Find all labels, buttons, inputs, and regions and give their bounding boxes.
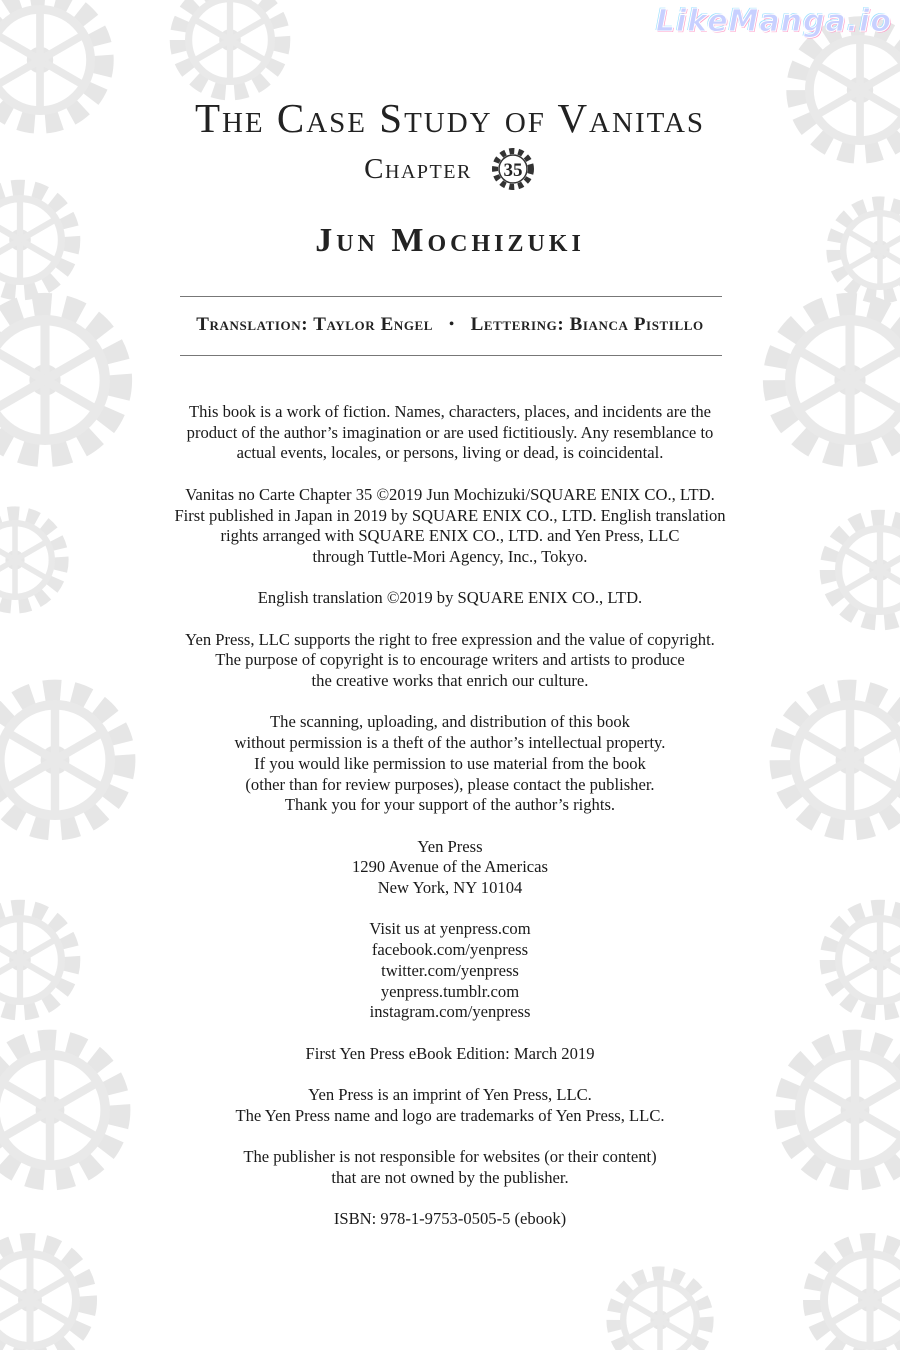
- copyright-paragraph: [0, 630, 900, 692]
- site-watermark: LikeManga.io: [655, 4, 892, 39]
- divider-top: [180, 296, 722, 297]
- gear-icon: [812, 1242, 900, 1350]
- text-line: The Yen Press name and logo are trademarks of Yen Press, LLC.: [235, 1105, 665, 1125]
- divider-bottom: [180, 355, 722, 356]
- text-line: twitter.com/yenpress: [381, 960, 519, 980]
- credits-line: [0, 314, 900, 336]
- author-name: Jun Mochizuki: [315, 222, 585, 259]
- text-line: Yen Press is an imprint of Yen Press, LLC.: [308, 1085, 592, 1105]
- text-line: The purpose of copyright is to encourage writers and artists to produce: [215, 650, 685, 670]
- copyright-paragraph: [0, 1209, 900, 1230]
- text-line: Visit us at yenpress.com: [369, 919, 531, 939]
- chapter-heading: [0, 146, 900, 192]
- text-line: The publisher is not responsible for websites (or their content): [243, 1147, 657, 1167]
- text-line: rights arranged with SQUARE ENIX CO., LTD. and Yen Press, LLC: [220, 526, 680, 546]
- credits-separator: •: [449, 317, 455, 332]
- text-line: without permission is a theft of the author’s intellectual property.: [234, 733, 666, 753]
- text-line: English translation ©2019 by SQUARE ENIX CO., LTD.: [257, 588, 643, 608]
- copyright-paragraph: [0, 1085, 900, 1126]
- text-line: Yen Press: [417, 836, 483, 856]
- text-line: Vanitas no Carte Chapter 35 ©2019 Jun Mochizuki/SQUARE ENIX CO., LTD.: [185, 484, 715, 504]
- copyright-paragraph: [0, 1147, 900, 1188]
- copyright-paragraph: [0, 712, 900, 816]
- text-line: through Tuttle-Mori Agency, Inc., Tokyo.: [312, 546, 588, 566]
- copyright-paragraph: [0, 837, 900, 899]
- gear-icon: [178, 0, 282, 92]
- text-line: First published in Japan in 2019 by SQUARE ENIX CO., LTD. English translation: [174, 505, 726, 525]
- copyright-paragraph: [0, 485, 900, 568]
- text-line: product of the author’s imagination or are used fictitiously. Any resemblance to: [186, 422, 714, 442]
- text-line: New York, NY 10104: [377, 878, 523, 898]
- text-line: The scanning, uploading, and distribution of this book: [270, 712, 630, 732]
- text-line: ISBN: 978-1-9753-0505-5 (ebook): [333, 1209, 567, 1229]
- text-line: First Yen Press eBook Edition: March 2019: [305, 1043, 595, 1063]
- copyright-text: [0, 402, 900, 1251]
- text-line: yenpress.tumblr.com: [380, 981, 520, 1001]
- text-line: (other than for review purposes), please contact the publisher.: [245, 774, 655, 794]
- translation-credit: Translation: Taylor Engel: [196, 314, 434, 335]
- text-line: 1290 Avenue of the Americas: [352, 857, 548, 877]
- chapter-number: 35: [503, 160, 523, 181]
- book-title: The Case Study of Vanitas: [194, 95, 706, 141]
- text-line: that are not owned by the publisher.: [331, 1167, 569, 1187]
- text-line: actual events, locales, or persons, living or dead, is coincidental.: [236, 443, 664, 463]
- copyright-paragraph: [0, 402, 900, 464]
- copyright-paragraph: [0, 588, 900, 609]
- text-line: facebook.com/yenpress: [371, 940, 529, 960]
- copyright-paragraph: [0, 919, 900, 1023]
- copyright-paragraph: [0, 1044, 900, 1065]
- text-line: If you would like permission to use material from the book: [254, 753, 646, 773]
- gear-icon: [614, 1274, 707, 1350]
- lettering-credit: Lettering: Bianca Pistillo: [470, 314, 704, 335]
- text-line: Yen Press, LLC supports the right to free expression and the value of copyright.: [185, 629, 715, 649]
- text-line: the creative works that enrich our culture.: [311, 671, 589, 691]
- text-line: instagram.com/yenpress: [369, 1002, 531, 1022]
- gear-badge-icon: [490, 146, 536, 192]
- gear-icon: [0, 1242, 88, 1350]
- text-line: This book is a work of fiction. Names, characters, places, and incidents are the: [188, 402, 712, 421]
- chapter-label: Chapter: [364, 152, 472, 185]
- text-line: Thank you for your support of the author’s rights.: [284, 795, 616, 815]
